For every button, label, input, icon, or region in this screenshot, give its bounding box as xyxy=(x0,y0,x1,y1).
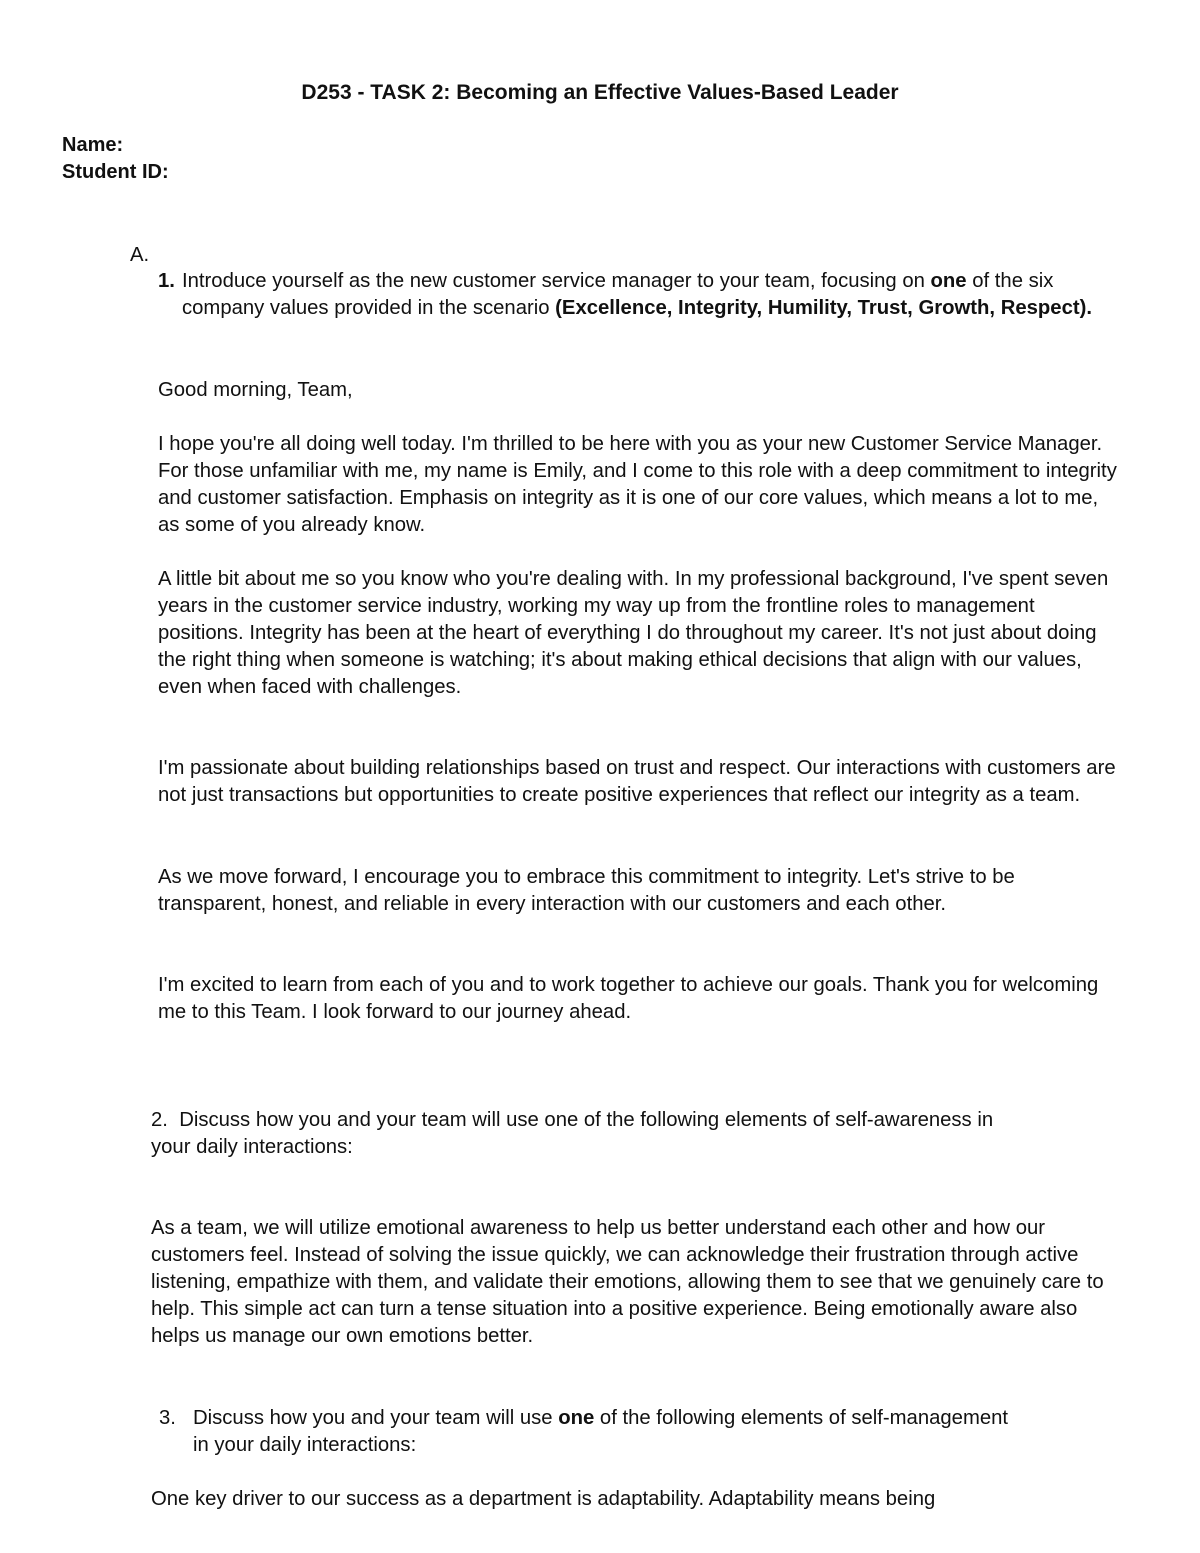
answer1-paragraph-1: I hope you're all doing well today. I'm thrilled to be here with you as your new Customer Service Manager. For those unfamiliar with me, my name is Emily, and I come to this role with a deep commitment to integrity and customer satisfaction. Emphasis on integrity as it is one of our core values, which means a lot to me, as some of you already know. xyxy=(158,433,1117,537)
name-label: Name: xyxy=(62,134,124,156)
answer1-paragraph-3: I'm passionate about building relationships based on trust and respect. Our interactions with customers are not just transactions but opportunities to create positive experiences that reflect our integrity as a team. xyxy=(158,757,1116,807)
question-3 xyxy=(159,1405,1013,1459)
section-letter: A. xyxy=(130,244,150,266)
answer1-paragraph-2: A little bit about me so you know who you're dealing with. In my professional background, I've spent seven years in the customer service industry, working my way up from the frontline roles to management positions. Integrity has been at the heart of everything I do throughout my career. It's not just about doing the right thing when someone is watching; it's about making ethical decisions that align with our values, even when faced with challenges. xyxy=(158,568,1109,699)
answer2-paragraph: As a team, we will utilize emotional awareness to help us better understand each other and how our customers feel. Instead of solving the issue quickly, we can acknowledge their frustration through active listening, empathize with them, and validate their emotions, allowing them to see that we genuinely care to help. This simple act can turn a tense situation into a positive experience. Being emotionally aware also helps us manage our own emotions better. xyxy=(151,1217,1104,1348)
question-1-number: 1. xyxy=(158,270,175,292)
document-title: D253 - TASK 2: Becoming an Effective Values-Based Leader xyxy=(301,81,899,104)
question-1-bold-one: one xyxy=(930,270,967,292)
question-2 xyxy=(151,1107,1001,1161)
question-2-number: 2. xyxy=(151,1109,168,1131)
question-3-number: 3. xyxy=(159,1407,176,1429)
answer3-paragraph: One key driver to our success as a department is adaptability. Adaptability means being xyxy=(151,1488,936,1510)
question-1-text-before: Introduce yourself as the new customer service manager to your team, focusing on xyxy=(182,270,931,292)
question-3-text-before: Discuss how you and your team will use xyxy=(193,1407,559,1429)
question-1 xyxy=(158,268,1112,322)
question-1-text-mid: of the six company values provided in the scenario xyxy=(182,270,1054,320)
answer1-paragraph-5: I'm excited to learn from each of you and to work together to achieve our goals. Thank you for welcoming me to this Team. I look forward to our journey ahead. xyxy=(158,974,1099,1024)
question-3-text-after: of the following elements of self-management in your daily interactions: xyxy=(193,1407,1009,1457)
answer1-paragraph-4: As we move forward, I encourage you to embrace this commitment to integrity. Let's strive to be transparent, honest, and reliable in every interaction with our customers and each other. xyxy=(158,866,1015,916)
question-1-values: (Excellence, Integrity, Humility, Trust, Growth, Respect). xyxy=(555,297,1092,320)
question-2-text: Discuss how you and your team will use one of the following elements of self-awareness in your daily interactions: xyxy=(151,1109,994,1159)
question-3-bold-one: one xyxy=(558,1407,595,1429)
student-id-label: Student ID: xyxy=(62,161,169,183)
answer1-greeting: Good morning, Team, xyxy=(158,379,353,401)
